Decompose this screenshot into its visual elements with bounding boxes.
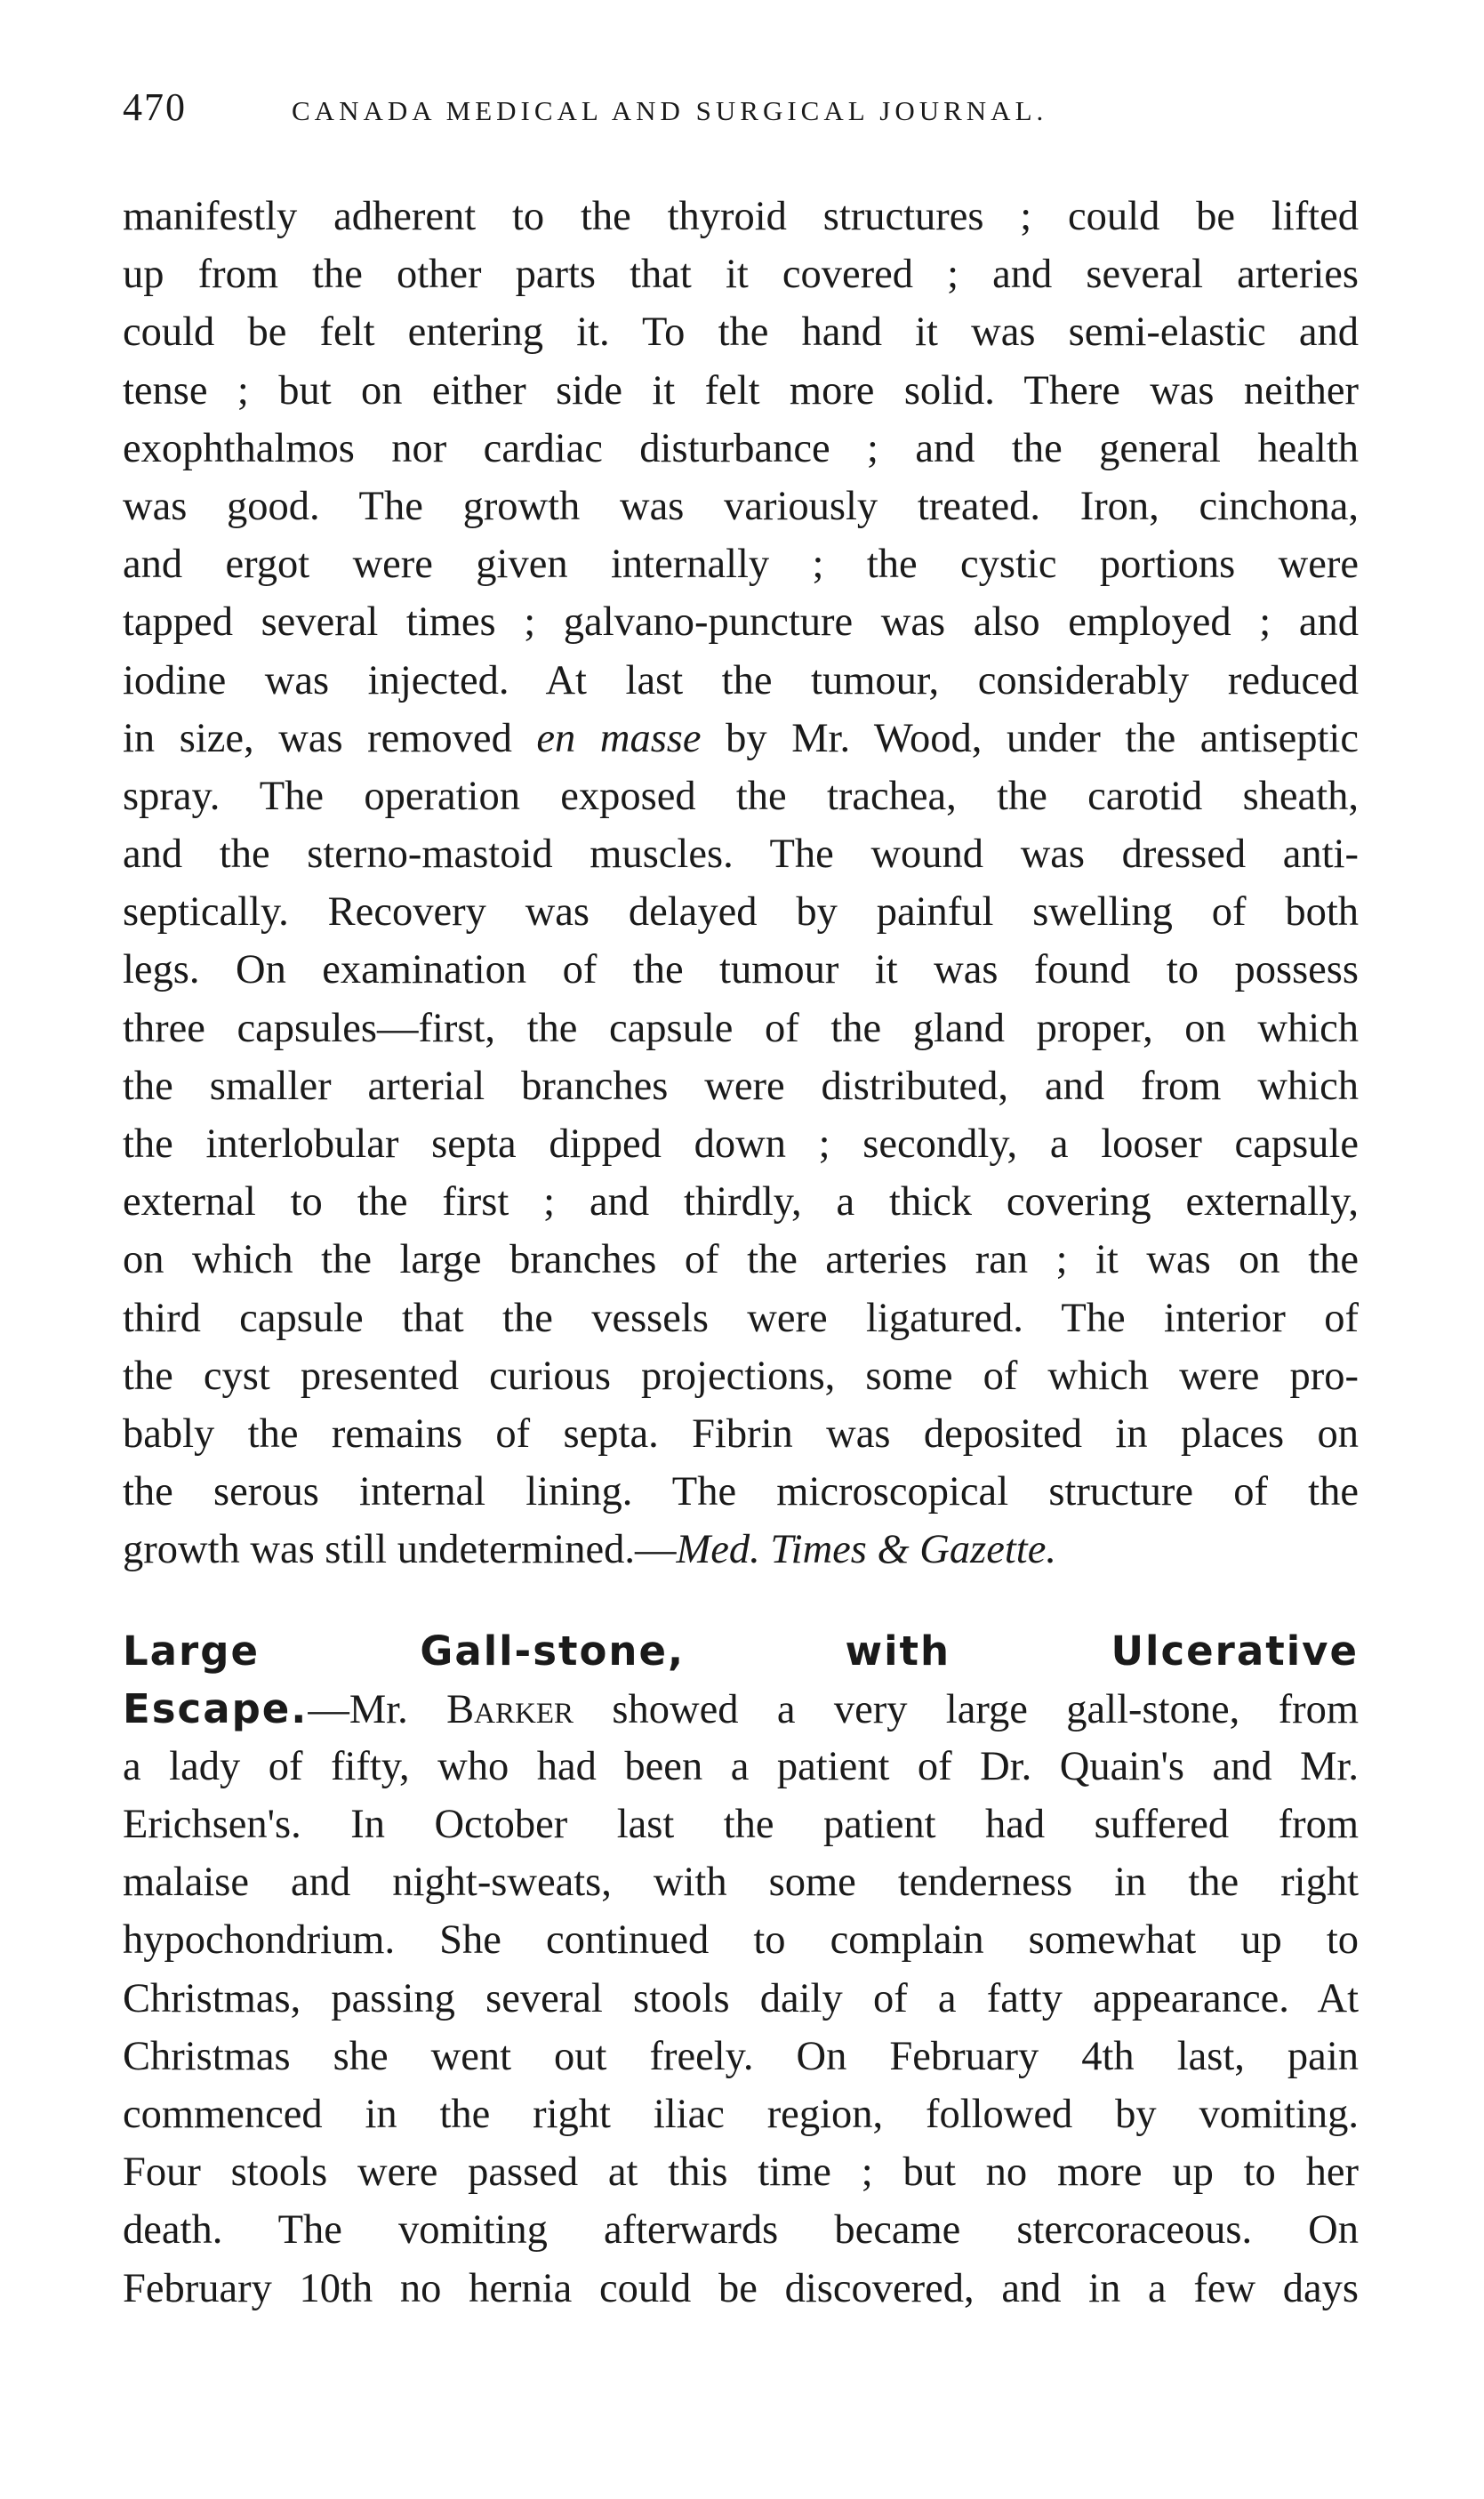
italic-phrase: en masse: [536, 715, 702, 761]
text-line: exophthalmos nor cardiac disturbance ; and the general health: [123, 425, 1359, 471]
text-line: Erichsen's. In October last the patient had suffered from: [123, 1802, 1359, 1848]
text-run: showed a very large gall-stone, from: [574, 1686, 1360, 1732]
journal-page: [123, 84, 1359, 2318]
text-line: could be felt entering it. To the hand it was semi-elastic and: [123, 309, 1359, 356]
journal-title: CANADA MEDICAL AND SURGICAL JOURNAL.: [292, 95, 1048, 126]
text-run: —Mr.: [308, 1686, 447, 1732]
text-line: the interlobular septa dipped down ; secondly, a looser capsule: [123, 1121, 1359, 1167]
page-number: 470: [123, 85, 187, 129]
text-line: manifestly adherent to the thyroid structures ; could be lifted: [123, 194, 1359, 239]
heading-text: Escape.: [123, 1684, 309, 1732]
speaker-name: Barker: [446, 1686, 574, 1732]
paragraph-gall-stone: [123, 1622, 1359, 2318]
heading-text: Large Gall-stone, with Ulcerative: [123, 1627, 1359, 1675]
paragraph-thyroid-case: [123, 188, 1359, 1579]
text-line: third capsule that the vessels were ligatured. The interior of: [123, 1295, 1359, 1341]
text-run: by Mr. Wood, under the antiseptic: [701, 715, 1359, 761]
text-line: [123, 1521, 1359, 1579]
text-line: on which the large branches of the arteries ran ; it was on the: [123, 1237, 1359, 1283]
text-line: Four stools were passed at this time ; but no more up to her: [123, 2149, 1359, 2196]
text-line: septically. Recovery was delayed by painful swelling of both: [123, 889, 1359, 936]
text-line: death. The vomiting afterwards became stercoraceous. On: [123, 2207, 1359, 2254]
text-line: February 10th no hernia could be discovered, and in a few days: [123, 2265, 1359, 2311]
text-run: in size, was removed: [123, 715, 537, 761]
text-run: growth was still undetermined.—: [123, 1527, 677, 1573]
text-line: the smaller arterial branches were distributed, and from which: [123, 1063, 1359, 1109]
text-line: Christmas, passing several stools daily of a fatty appearance. At: [123, 1975, 1359, 2021]
text-line: iodine was injected. At last the tumour, considerably reduced: [123, 657, 1359, 703]
text-line: hypochondrium. She continued to complain somewhat up to: [123, 1917, 1359, 1964]
text-line: external to the first ; and thirdly, a thick covering externally,: [123, 1179, 1359, 1225]
text-line: the cyst presented curious projections, some of which were pro-: [123, 1353, 1359, 1399]
text-line: up from the other parts that it covered ; and several arteries: [123, 252, 1359, 298]
text-line: three capsules—first, the capsule of the gland proper, on which: [123, 1005, 1359, 1051]
text-line: the serous internal lining. The microscopical structure of the: [123, 1469, 1359, 1515]
section-gap: [123, 1579, 1359, 1622]
section-heading: [123, 1622, 1359, 1680]
text-line: Christmas she went out freely. On February 4th last, pain: [123, 2033, 1359, 2079]
citation: Med. Times & Gazette.: [676, 1527, 1056, 1573]
text-line: and ergot were given internally ; the cystic portions were: [123, 542, 1359, 588]
text-line: malaise and night-sweats, with some tenderness in the right: [123, 1860, 1359, 1906]
text-line: legs. On examination of the tumour it was found to possess: [123, 947, 1359, 993]
text-line: was good. The growth was variously treated. Iron, cinchona,: [123, 483, 1359, 529]
text-line: spray. The operation exposed the trachea, the carotid sheath,: [123, 773, 1359, 819]
text-line: bably the remains of septa. Fibrin was deposited in places on: [123, 1410, 1359, 1457]
text-line: a lady of fifty, who had been a patient of Dr. Quain's and Mr.: [123, 1743, 1359, 1789]
text-line: and the sterno-mastoid muscles. The wound was dressed anti-: [123, 832, 1359, 878]
text-line: [123, 710, 1359, 767]
text-line: commenced in the right iliac region, followed by vomiting.: [123, 2092, 1359, 2137]
text-line: tense ; but on either side it felt more solid. There was neither: [123, 367, 1359, 414]
text-line: tapped several times ; galvano-puncture was also employed ; and: [123, 599, 1359, 646]
running-head: [123, 84, 1359, 138]
text-line: [123, 1680, 1359, 1738]
